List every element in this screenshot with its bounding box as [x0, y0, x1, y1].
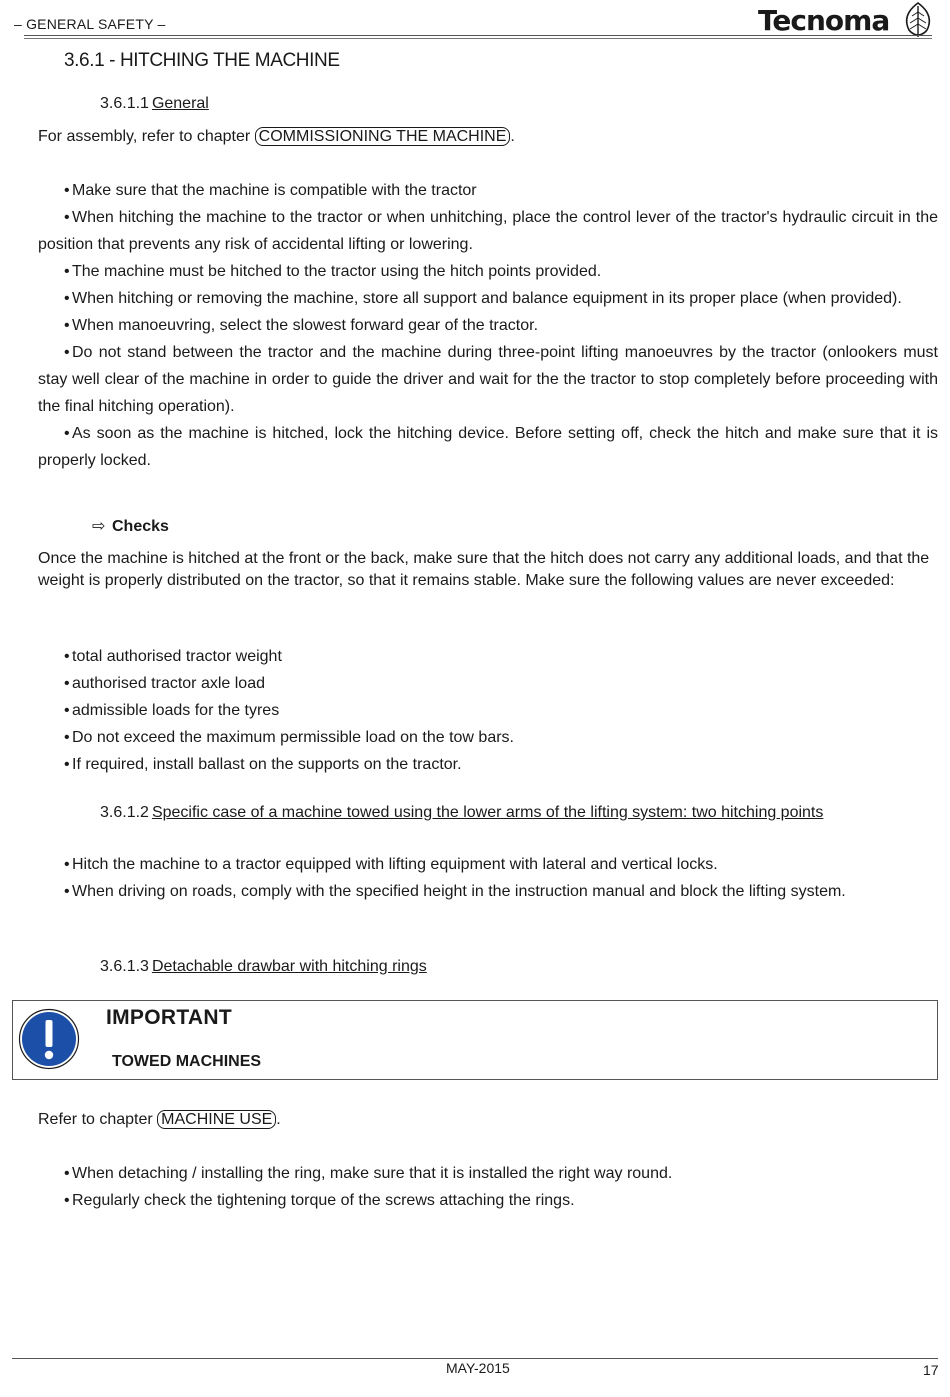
list-item: • Do not exceed the maximum permissible load on the tow bars.: [64, 729, 514, 746]
checks-heading: [92, 516, 169, 536]
leaf-logo-icon: [902, 2, 934, 38]
subsection-general-heading: [100, 95, 209, 113]
exclamation-warning-icon: [18, 1008, 80, 1070]
list-item: • When hitching the machine to the tractor or when unhitching, place the control lever of the tractor's hydraulic circuit in the position that prevents any risk of accidental lifting or lowering.: [38, 209, 938, 253]
brand-logo-text: Tecnoma: [758, 4, 890, 37]
subsection-title: Detachable drawbar with hitching rings: [151, 958, 427, 975]
list-item: • When manoeuvring, select the slowest forward gear of the tractor.: [64, 317, 539, 334]
checks-bullet-list: [38, 643, 938, 778]
list-item: • total authorised tractor weight: [64, 648, 282, 665]
header-rule: [24, 35, 932, 36]
list-item: • As soon as the machine is hitched, lock the hitching device. Before setting off, check the hitch and make sure that it is properly locked.: [38, 425, 938, 469]
list-item: • When hitching or removing the machine, store all support and balance equipment in its proper place (when provided).: [64, 290, 902, 307]
checks-title: Checks: [112, 518, 169, 535]
arrow-right-icon: ⇨: [92, 518, 106, 535]
header-section-label: – GENERAL SAFETY –: [14, 16, 166, 32]
ring-bullet-list: [38, 1160, 938, 1214]
section-title: 3.6.1 - HITCHING THE MACHINE: [64, 50, 340, 71]
assembly-prefix: For assembly, refer to chapter: [38, 128, 255, 145]
footer-date: MAY-2015: [446, 1360, 510, 1376]
important-subtitle: TOWED MACHINES: [112, 1053, 262, 1070]
page-number: 17: [923, 1362, 939, 1378]
header-rule-thin: [24, 38, 932, 39]
subsection-specific-heading: [100, 804, 823, 822]
subsection-title: Specific case of a machine towed using the lower arms of the lifting system: two hitching points: [151, 804, 824, 821]
subsection-number: 3.6.1.1: [100, 95, 149, 112]
list-item: • When driving on roads, comply with the specified height in the instruction manual and block the lifting system.: [64, 883, 846, 900]
subsection-title: General: [151, 95, 209, 112]
assembly-reference: [38, 123, 938, 150]
list-item: • Regularly check the tightening torque of the screws attaching the rings.: [64, 1192, 575, 1209]
machine-use-suffix: .: [276, 1111, 281, 1128]
subsection-drawbar-heading: [100, 958, 427, 976]
specific-bullet-list: [38, 851, 938, 905]
important-title: IMPORTANT: [106, 1006, 232, 1029]
list-item: • When detaching / installing the ring, make sure that it is installed the right way round.: [64, 1165, 673, 1182]
list-item: • Do not stand between the tractor and the machine during three-point lifting manoeuvres by the tractor (onlookers must stay well clear of the machine in order to guide the driver and wait for the the tractor to stop completely before proceeding with the final hitching operation).: [38, 344, 938, 415]
list-item: • Hitch the machine to a tractor equipped with lifting equipment with lateral and vertical locks.: [64, 856, 718, 873]
list-item: • authorised tractor axle load: [64, 675, 265, 692]
list-item: • The machine must be hitched to the tractor using the hitch points provided.: [64, 263, 602, 280]
list-item: • If required, install ballast on the supports on the tractor.: [64, 756, 462, 773]
machine-use-prefix: Refer to chapter: [38, 1111, 158, 1128]
chapter-link-commissioning[interactable]: COMMISSIONING THE MACHINE: [255, 127, 511, 146]
subsection-number: 3.6.1.2: [100, 804, 149, 821]
assembly-suffix: .: [510, 128, 515, 145]
general-bullet-list: [38, 177, 938, 474]
list-item: • Make sure that the machine is compatible with the tractor: [64, 182, 477, 199]
chapter-link-machine-use[interactable]: MACHINE USE: [157, 1110, 276, 1129]
machine-use-reference: [38, 1106, 938, 1133]
checks-intro: Once the machine is hitched at the front or the back, make sure that the hitch does not carry any additional loads, and that the weight is properly distributed on the tractor, so that it remains stable. Make sure the following values are never exceeded:: [38, 550, 930, 589]
subsection-number: 3.6.1.3: [100, 958, 149, 975]
list-item: • admissible loads for the tyres: [64, 702, 280, 719]
footer-rule: [12, 1358, 938, 1359]
